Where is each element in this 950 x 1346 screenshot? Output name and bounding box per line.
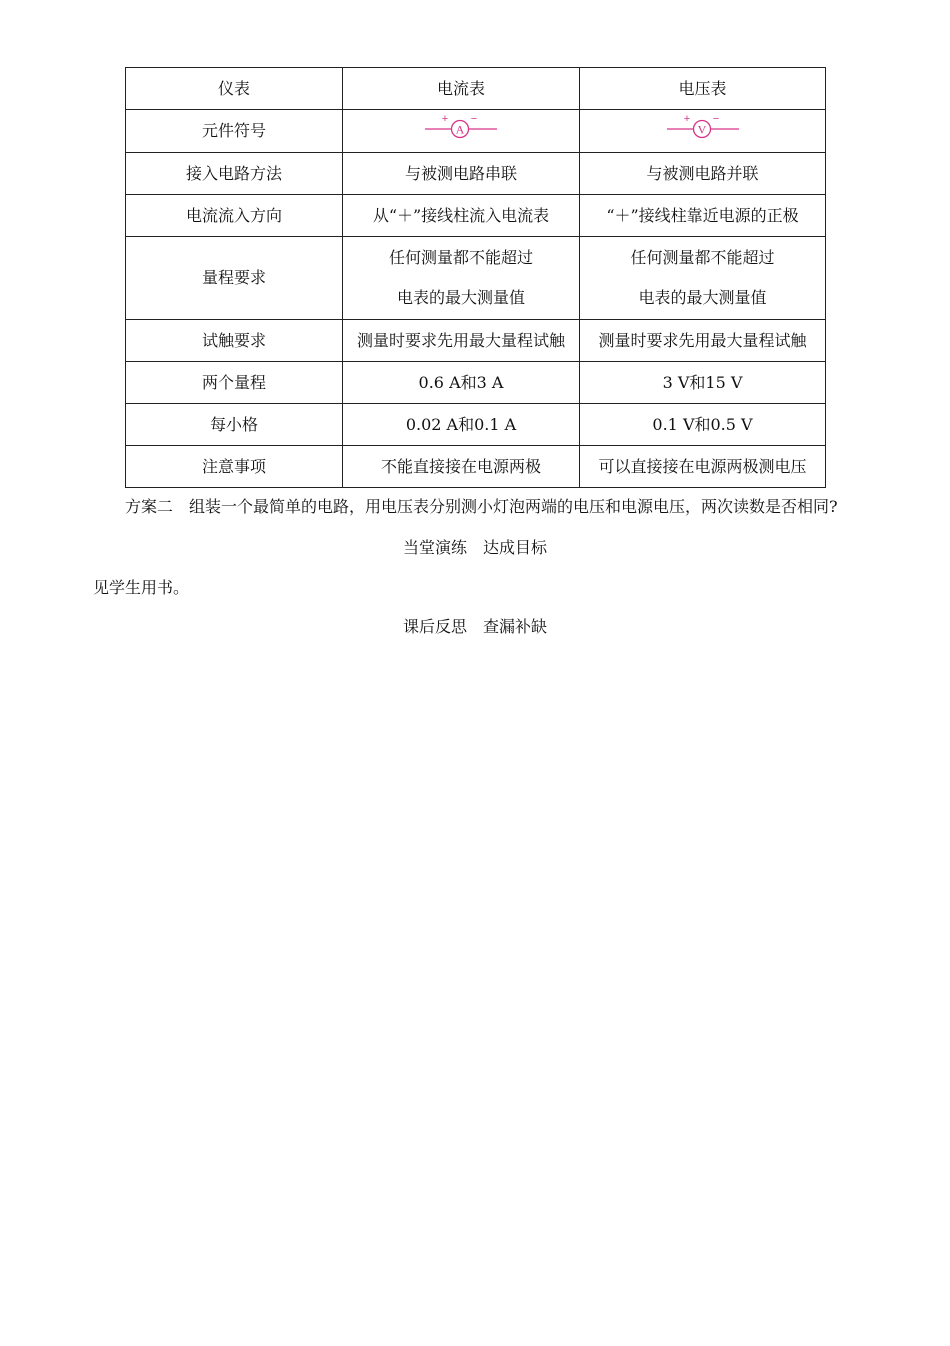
- section-heading-practice: 当堂演练 达成目标: [402, 538, 547, 557]
- voltmeter-minus: −: [712, 113, 719, 125]
- table-row-symbol: [126, 110, 826, 153]
- row-label: 接入电路方法: [126, 153, 343, 195]
- ammeter-cell: 0.02 A和0.1 A: [343, 404, 580, 446]
- voltmeter-cell: 与被测电路并联: [580, 153, 826, 195]
- table-header-row: [126, 68, 826, 110]
- ammeter-cell: 测量时要求先用最大量程试触: [343, 320, 580, 362]
- ammeter-cell-line: 电表的最大测量值: [396, 288, 525, 307]
- ammeter-cell: [343, 237, 580, 320]
- see-student-book-note: 见学生用书。: [93, 578, 190, 597]
- instrument-comparison-table: [125, 67, 826, 488]
- row-label: 量程要求: [126, 237, 343, 320]
- row-label-symbol: 元件符号: [126, 110, 343, 153]
- plan2-paragraph: [125, 494, 838, 517]
- row-label: 两个量程: [126, 362, 343, 404]
- voltmeter-symbol-cell: [580, 110, 826, 153]
- ammeter-plus: +: [441, 113, 449, 125]
- header-voltmeter: 电压表: [580, 68, 826, 110]
- voltmeter-cell: “＋”接线柱靠近电源的正极: [580, 195, 826, 237]
- ammeter-symbol-icon: [425, 110, 497, 152]
- header-instrument: 仪表: [126, 68, 343, 110]
- section-heading-reflection: 课后反思 查漏补缺: [402, 617, 547, 636]
- voltmeter-letter: V: [697, 122, 706, 137]
- ammeter-cell: 从“＋”接线柱流入电流表: [343, 195, 580, 237]
- voltmeter-cell: 可以直接接在电源两极测电压: [580, 446, 826, 488]
- ammeter-minus: −: [470, 113, 478, 125]
- voltmeter-cell: [580, 237, 826, 320]
- table-row-trial-touch: [126, 320, 826, 362]
- table-row-connection: [126, 153, 826, 195]
- ammeter-symbol-cell: [343, 110, 580, 153]
- table-row-two-ranges: [126, 362, 826, 404]
- ammeter-cell: 不能直接接在电源两极: [343, 446, 580, 488]
- header-ammeter: 电流表: [343, 68, 580, 110]
- ammeter-letter: A: [455, 122, 465, 137]
- voltmeter-cell-line: 任何测量都不能超过: [630, 248, 775, 267]
- ammeter-cell-line: 任何测量都不能超过: [388, 248, 533, 267]
- ammeter-cell: 0.6 A和3 A: [343, 362, 580, 404]
- table-row-range-requirement: [126, 237, 826, 320]
- voltmeter-cell-line: 电表的最大测量值: [638, 288, 767, 307]
- voltmeter-cell: 测量时要求先用最大量程试触: [580, 320, 826, 362]
- plan2-label: 方案二: [125, 497, 174, 516]
- row-label: 每小格: [126, 404, 343, 446]
- voltmeter-cell: 0.1 V和0.5 V: [580, 404, 826, 446]
- row-label: 注意事项: [126, 446, 343, 488]
- row-label: 电流流入方向: [126, 195, 343, 237]
- plan2-text: 组装一个最简单的电路，用电压表分别测小灯泡两端的电压和电源电压，两次读数是否相同?: [189, 497, 838, 516]
- voltmeter-cell: 3 V和15 V: [580, 362, 826, 404]
- table-row-notes: [126, 446, 826, 488]
- ammeter-cell: 与被测电路串联: [343, 153, 580, 195]
- row-label: 试触要求: [126, 320, 343, 362]
- table-row-division-value: [126, 404, 826, 446]
- voltmeter-plus: +: [683, 113, 690, 125]
- voltmeter-symbol-icon: [667, 110, 739, 152]
- table-row-current-direction: [126, 195, 826, 237]
